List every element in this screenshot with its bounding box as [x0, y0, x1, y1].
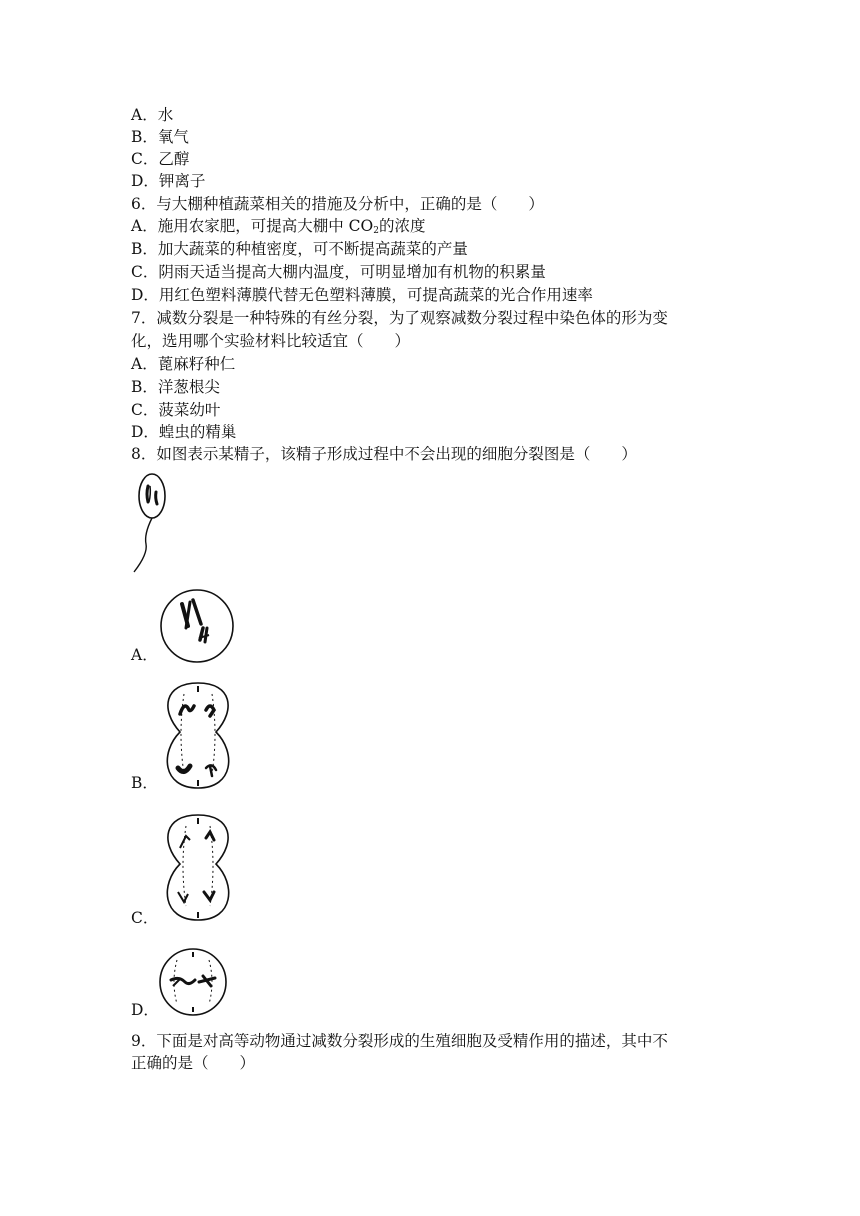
cell-figure-b	[156, 680, 240, 792]
q6-option-b: B．加大蔬菜的种植密度，可不断提高蔬菜的产量	[131, 240, 468, 258]
q8-option-d-label: D．	[131, 1001, 159, 1019]
q5-option-b: B．氧气	[131, 128, 189, 146]
q7-option-c: C．菠菜幼叶	[131, 401, 221, 419]
q6-stem: 6．与大棚种植蔬菜相关的措施及分析中，正确的是（ ）	[131, 195, 544, 213]
q8-option-a-label: A．	[131, 646, 158, 664]
q7-stem-line2: 化，选用哪个实验材料比较适宜（ ）	[131, 332, 411, 350]
q8-option-c-label: C．	[131, 909, 159, 927]
cell-figure-d	[157, 946, 229, 1018]
q5-option-d: D．钾离子	[131, 172, 206, 190]
q7-option-b: B．洋葱根尖	[131, 378, 220, 396]
q9-stem-line2: 正确的是（ ）	[131, 1054, 256, 1072]
q5-option-c: C．乙醇	[131, 150, 190, 168]
q7-stem-line1: 7．减数分裂是一种特殊的有丝分裂，为了观察减数分裂过程中染色体的形为变	[131, 309, 668, 327]
q6-option-c: C．阴雨天适当提高大棚内温度，可明显增加有机物的积累量	[131, 263, 546, 281]
q9-stem-line1: 9．下面是对高等动物通过减数分裂形成的生殖细胞及受精作用的描述，其中不	[131, 1032, 668, 1050]
q6-option-d: D．用红色塑料薄膜代替无色塑料薄膜，可提高蔬菜的光合作用速率	[131, 286, 593, 304]
cell-figure-a	[157, 588, 237, 668]
q5-option-a: A．水	[131, 106, 174, 124]
q7-option-d: D．蝗虫的精巢	[131, 423, 237, 441]
q8-option-b-label: B．	[131, 774, 158, 792]
sperm-figure	[128, 472, 178, 574]
q8-stem: 8．如图表示某精子，该精子形成过程中不会出现的细胞分裂图是（ ）	[131, 445, 637, 463]
q6-option-a: A．施用农家肥，可提高大棚中 $CO_2$的浓度	[131, 217, 426, 236]
q7-option-a: A．蓖麻籽种仁	[131, 355, 236, 373]
cell-figure-c	[156, 812, 240, 924]
